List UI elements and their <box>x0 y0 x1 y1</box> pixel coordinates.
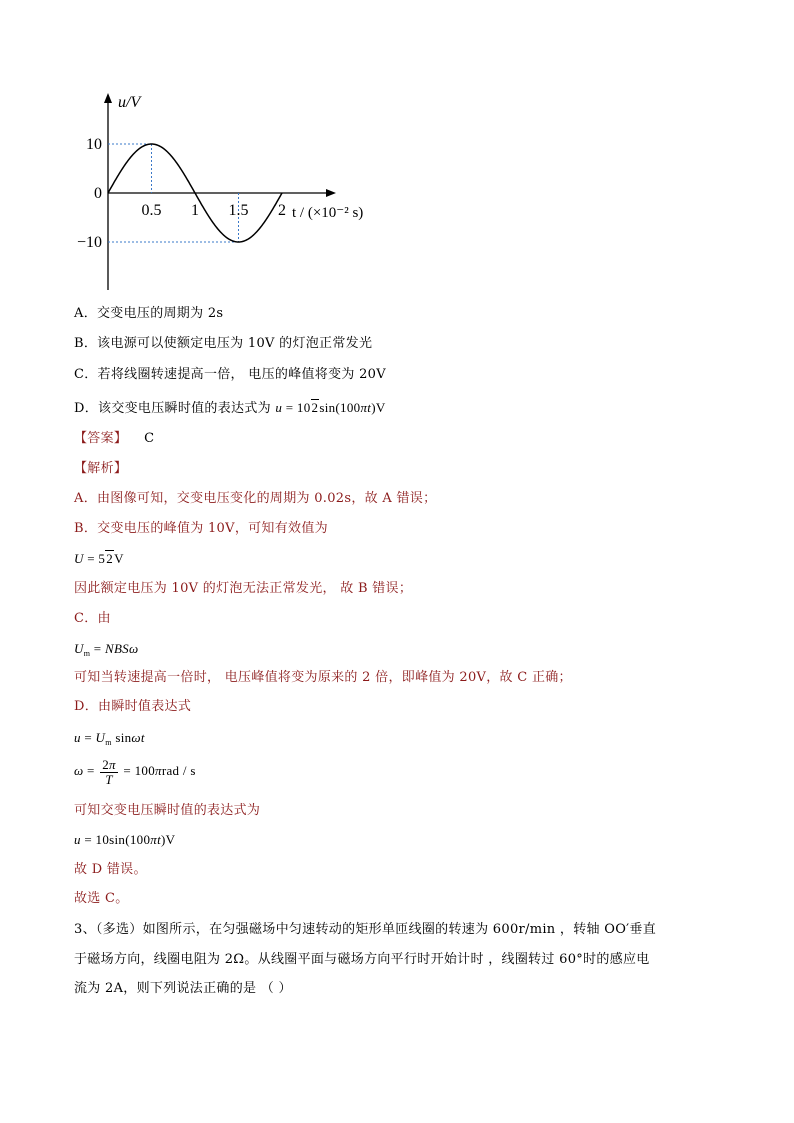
y-axis-arrow <box>104 93 112 103</box>
answer-value: C <box>144 431 155 446</box>
analysis-d3: 故 D 错误。 <box>74 862 147 877</box>
y-tick-label: −10 <box>76 234 102 251</box>
question3-line1: 3、（多选）如图所示，在匀强磁场中匀速转动的矩形单匝线圈的转速为 600r/min ，转轴 OO′垂直 <box>74 922 656 937</box>
option-d-text: D．该交变电压瞬时值的表达式为 <box>74 401 271 416</box>
voltage-time-graph <box>60 85 400 295</box>
analysis-d-formula2 <box>74 758 196 787</box>
answer-line <box>74 430 154 448</box>
option-c: C．若将线圈转速提高一倍， 电压的峰值将变为 20V <box>74 367 386 382</box>
formula-effective-voltage: U = 52V <box>74 551 124 566</box>
question3-line3: 流为 2A，则下列说法正确的是 （ ） <box>74 981 292 996</box>
analysis-d2: 可知交变电压瞬时值的表达式为 <box>74 803 261 818</box>
graph-svg <box>60 85 400 295</box>
analysis-b-formula <box>74 550 124 569</box>
analysis-conclusion: 故选 C。 <box>74 891 129 906</box>
analysis-b1: B．交变电压的峰值为 10V，可知有效值为 <box>74 521 328 536</box>
analysis-d1: D．由瞬时值表达式 <box>74 699 192 714</box>
formula-peak-voltage: $U_m = NBS\omega$ <box>74 641 139 658</box>
x-tick-label: 1 <box>191 202 199 219</box>
y-tick-label: 10 <box>86 136 102 153</box>
analysis-c-formula <box>74 640 138 663</box>
option-d-formula: u = 102sin(100πt)V <box>275 400 386 415</box>
analysis-a: A．由图像可知，交变电压变化的周期为 0.02s，故 A 错误； <box>74 491 437 506</box>
x-axis-label: t / (×10⁻² s) <box>292 205 364 221</box>
option-a: A．交变电压的周期为 2s <box>74 306 224 321</box>
x-tick-label: 0.5 <box>141 202 162 219</box>
analysis-d-formula1 <box>74 729 145 752</box>
y-axis-label: u/V <box>118 94 141 111</box>
x-axis-arrow <box>326 189 336 197</box>
formula-angular-velocity: ω = $\frac{2\pi}{T}$ = 100πrad / s <box>74 757 196 787</box>
formula-result: u = 10sin(100πt)V <box>74 832 176 847</box>
question3-line2: 于磁场方向，线圈电阻为 2Ω。从线圈平面与磁场方向平行时开始计时 ，线圈转过 60°时的感应电 <box>74 952 650 967</box>
x-tick-label: 2 <box>278 202 286 219</box>
y-tick-label: 0 <box>94 185 102 202</box>
formula-instantaneous: $u = U_m$ sinωt <box>74 730 145 747</box>
option-d <box>74 399 386 418</box>
analysis-c1: C．由 <box>74 611 111 626</box>
option-b: B．该电源可以使额定电压为 10V 的灯泡正常发光 <box>74 336 373 351</box>
analysis-b2: 因此额定电压为 10V 的灯泡无法正常发光， 故 B 错误； <box>74 581 413 596</box>
analysis-d-formula3 <box>74 831 175 850</box>
analysis-c2: 可知当转速提高一倍时， 电压峰值将变为原来的 2 倍，即峰值为 20V，故 C 正确； <box>74 670 572 685</box>
answer-label: 【答案】 <box>74 431 128 446</box>
analysis-label: 【解析】 <box>74 461 128 476</box>
x-tick-label: 1.5 <box>228 202 249 219</box>
